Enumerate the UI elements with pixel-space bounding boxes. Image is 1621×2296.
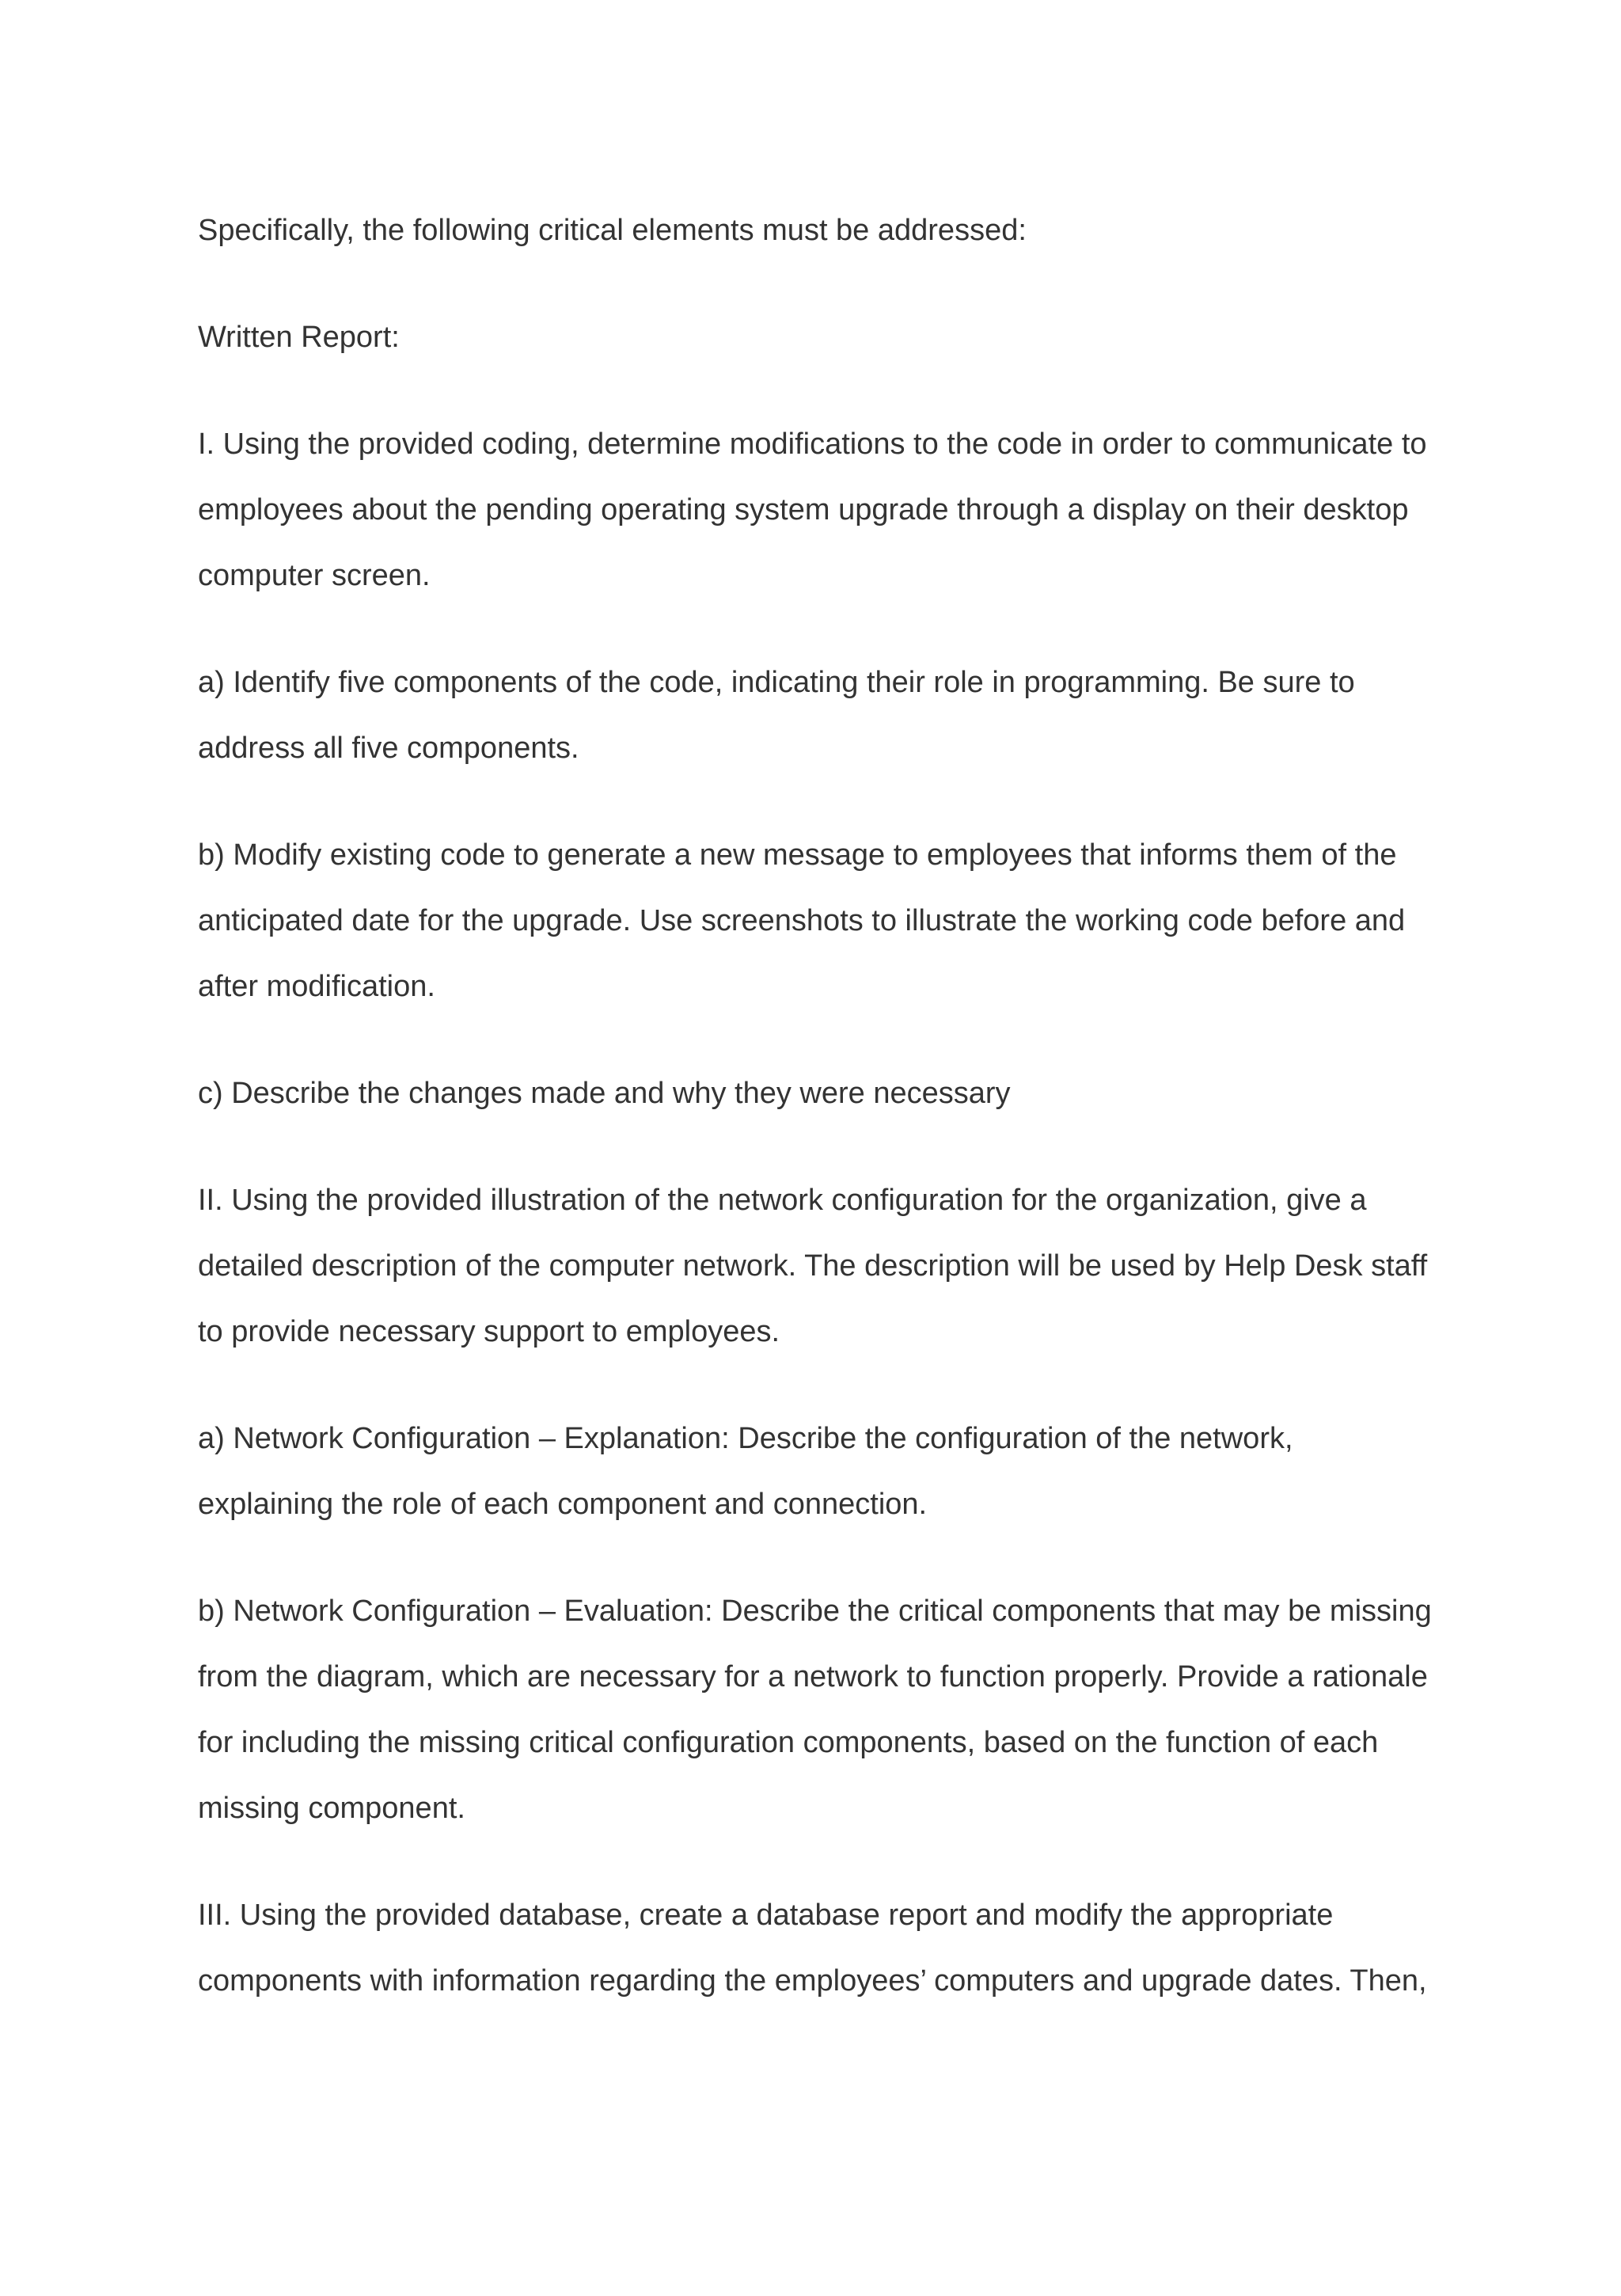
item-i-c-paragraph — [198, 1061, 1464, 1127]
paragraph-line: for including the missing critical configuration components, based on the function of each — [198, 1726, 1379, 1759]
item-i-paragraph — [198, 412, 1464, 609]
paragraph-line: employees about the pending operating system upgrade through a display on their desktop — [198, 493, 1409, 526]
section-heading — [198, 305, 1464, 371]
paragraph-line: III. Using the provided database, create a database report and modify the appropriate — [198, 1899, 1334, 1932]
paragraph-line: b) Network Configuration – Evaluation: Describe the critical components that may be missing — [198, 1595, 1432, 1628]
paragraph-line: I. Using the provided coding, determine modifications to the code in order to communicate to — [198, 428, 1427, 461]
paragraph-line: to provide necessary support to employees. — [198, 1315, 780, 1348]
paragraph-line: a) Network Configuration – Explanation: Describe the configuration of the network, — [198, 1422, 1293, 1455]
paragraph-line: from the diagram, which are necessary for a network to function properly. Provide a rationale — [198, 1660, 1428, 1693]
paragraph-line: anticipated date for the upgrade. Use screenshots to illustrate the working code before and — [198, 904, 1406, 937]
item-ii-a-paragraph — [198, 1406, 1464, 1538]
paragraph-line: b) Modify existing code to generate a new message to employees that informs them of the — [198, 838, 1397, 872]
intro-text: Specifically, the following critical elements must be addressed: — [198, 214, 1027, 247]
document-page — [198, 198, 1464, 2055]
paragraph-line: detailed description of the computer network. The description will be used by Help Desk staff — [198, 1249, 1428, 1283]
paragraph-line: computer screen. — [198, 559, 431, 592]
paragraph-line: c) Describe the changes made and why they were necessary — [198, 1077, 1011, 1110]
paragraph-line: address all five components. — [198, 732, 579, 765]
item-iii-paragraph — [198, 1883, 1464, 2014]
paragraph-line: after modification. — [198, 970, 435, 1003]
item-i-a-paragraph — [198, 650, 1464, 781]
item-i-b-paragraph — [198, 823, 1464, 1020]
item-ii-b-paragraph — [198, 1579, 1464, 1842]
paragraph-line: explaining the role of each component and connection. — [198, 1488, 928, 1521]
paragraph-line: II. Using the provided illustration of the network configuration for the organization, give a — [198, 1184, 1367, 1217]
section-heading-text: Written Report: — [198, 321, 400, 354]
paragraph-line: missing component. — [198, 1792, 465, 1825]
item-ii-paragraph — [198, 1168, 1464, 1365]
paragraph-line: components with information regarding the employees’ computers and upgrade dates. Then, — [198, 1964, 1427, 1998]
intro-paragraph — [198, 198, 1464, 264]
paragraph-line: a) Identify five components of the code, indicating their role in programming. Be sure to — [198, 666, 1355, 699]
